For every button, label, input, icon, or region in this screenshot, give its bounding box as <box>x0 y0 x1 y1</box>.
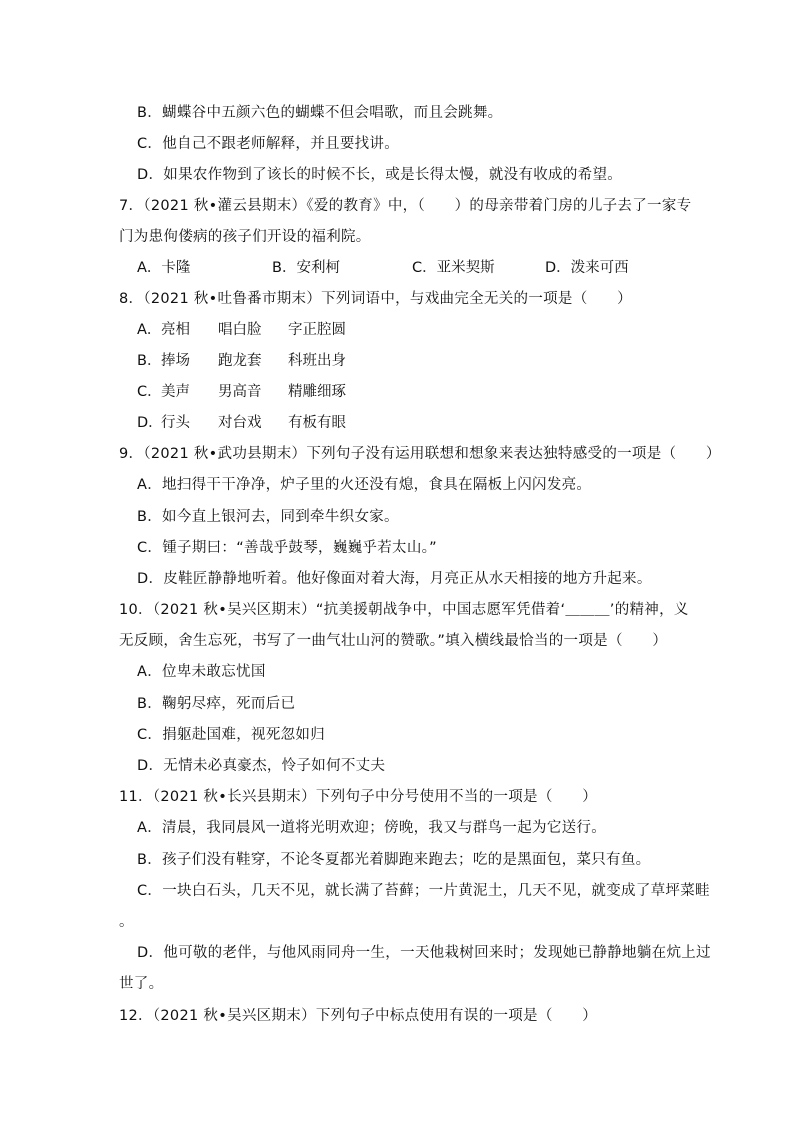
q8-option-c <box>0 382 794 402</box>
q8-word: 精雕细琢 <box>288 384 346 400</box>
q9-option-a: A．地扫得干干净净，炉子里的火还没有熄，食具在隔板上闪闪发亮。 <box>137 477 592 493</box>
q7-option-a: A．卡隆 <box>137 260 191 276</box>
q10-option-d: D．无情未必真豪杰，怜子如何不丈夫 <box>137 758 386 774</box>
q7-option-c: C．亚米契斯 <box>412 260 495 276</box>
q11-option-c-line1: C．一块白石头，几天不见，就长满了苔藓；一片黄泥土，几天不见，就变成了草坪菜畦 <box>137 883 710 899</box>
q11-option-d-line2: 世了。 <box>119 976 164 992</box>
q10-stem-line1: 10．（2021 秋•吴兴区期末）“抗美援朝战争中，中国志愿军凭借着‘＿＿＿’的精神，义 <box>119 602 689 618</box>
q11-option-c-line2: 。 <box>119 914 134 930</box>
q7-option-d: D．泼来可西 <box>545 260 629 276</box>
q9-option-b: B．如今直上银河去，同到牵牛织女家。 <box>137 509 399 525</box>
q7-stem-line2: 门为患佝偻病的孩子们开设的福利院。 <box>119 229 371 245</box>
q12-stem: 12．（2021 秋•吴兴区期末）下列句子中标点使用有误的一项是（ ） <box>119 1008 598 1024</box>
q6-option-b: B．蝴蝶谷中五颜六色的蝴蝶不但会唱歌，而且会跳舞。 <box>137 105 503 121</box>
q8-word: 行头 <box>161 415 190 431</box>
q7-options-row <box>0 258 794 278</box>
q11-option-d-line1: D．他可敬的老伴，与他风雨同舟一生，一天他栽树回来时；发现她已静静地躺在炕上过 <box>137 945 711 961</box>
q8-option-letter: A． <box>137 322 162 338</box>
q8-word: 字正腔圆 <box>288 322 346 338</box>
q6-option-d: D．如果农作物到了该长的时候不长，或是长得太慢，就没有收成的希望。 <box>137 167 623 183</box>
q8-word: 跑龙套 <box>218 353 262 369</box>
q10-option-a: A．位卑未敢忘忧国 <box>137 664 266 680</box>
q6-option-c: C．他自己不跟老师解释，并且要找讲。 <box>137 136 400 152</box>
q8-stem: 8．（2021 秋•吐鲁番市期末）下列词语中，与戏曲完全无关的一项是（ ） <box>119 291 632 307</box>
q8-word: 美声 <box>161 384 190 400</box>
q8-word: 有板有眼 <box>288 415 346 431</box>
q8-word: 男高音 <box>218 384 262 400</box>
q10-stem-line2: 无反顾，舍生忘死，书写了一曲气壮山河的赞歌。”填入横线最恰当的一项是（ ） <box>119 633 668 649</box>
q8-option-letter: D． <box>137 415 163 431</box>
q10-option-b: B．鞠躬尽瘁，死而后已 <box>137 696 296 712</box>
q9-option-c: C．锺子期曰：“善哉乎鼓琴，巍巍乎若太山。” <box>137 540 437 556</box>
q8-option-letter: B． <box>137 353 162 369</box>
q10-option-c: C．捐躯赴国难，视死忽如归 <box>137 727 326 743</box>
q7-option-b: B．安利柯 <box>272 260 340 276</box>
q8-option-a <box>0 320 794 340</box>
q8-word: 捧场 <box>161 353 190 369</box>
q8-word: 对台戏 <box>218 415 262 431</box>
q9-stem: 9．（2021 秋•武功县期末）下列句子没有运用联想和想象来表达独特感受的一项是（ ） <box>119 446 721 462</box>
q8-option-d <box>0 413 794 433</box>
q11-option-b: B．孩子们没有鞋穿，不论冬夏都光着脚跑来跑去；吃的是黑面包，菜只有鱼。 <box>137 852 651 868</box>
q11-option-a: A．清晨，我同晨风一道将光明欢迎；傍晚，我又与群鸟一起为它送行。 <box>137 820 607 836</box>
q11-stem: 11．（2021 秋•长兴县期末）下列句子中分号使用不当的一项是（ ） <box>119 789 598 805</box>
q7-stem-line1: 7．（2021 秋•灌云县期末）《爱的教育》中，（ ）的母亲带着门房的儿子去了一家专 <box>119 198 692 214</box>
q8-option-b <box>0 351 794 371</box>
q9-option-d: D．皮鞋匠静静地听着。他好像面对着大海，月亮正从水天相接的地方升起来。 <box>137 571 652 587</box>
q8-word: 唱白脸 <box>218 322 262 338</box>
q8-option-letter: C． <box>137 384 162 400</box>
q8-word: 科班出身 <box>288 353 346 369</box>
q8-word: 亮相 <box>161 322 190 338</box>
